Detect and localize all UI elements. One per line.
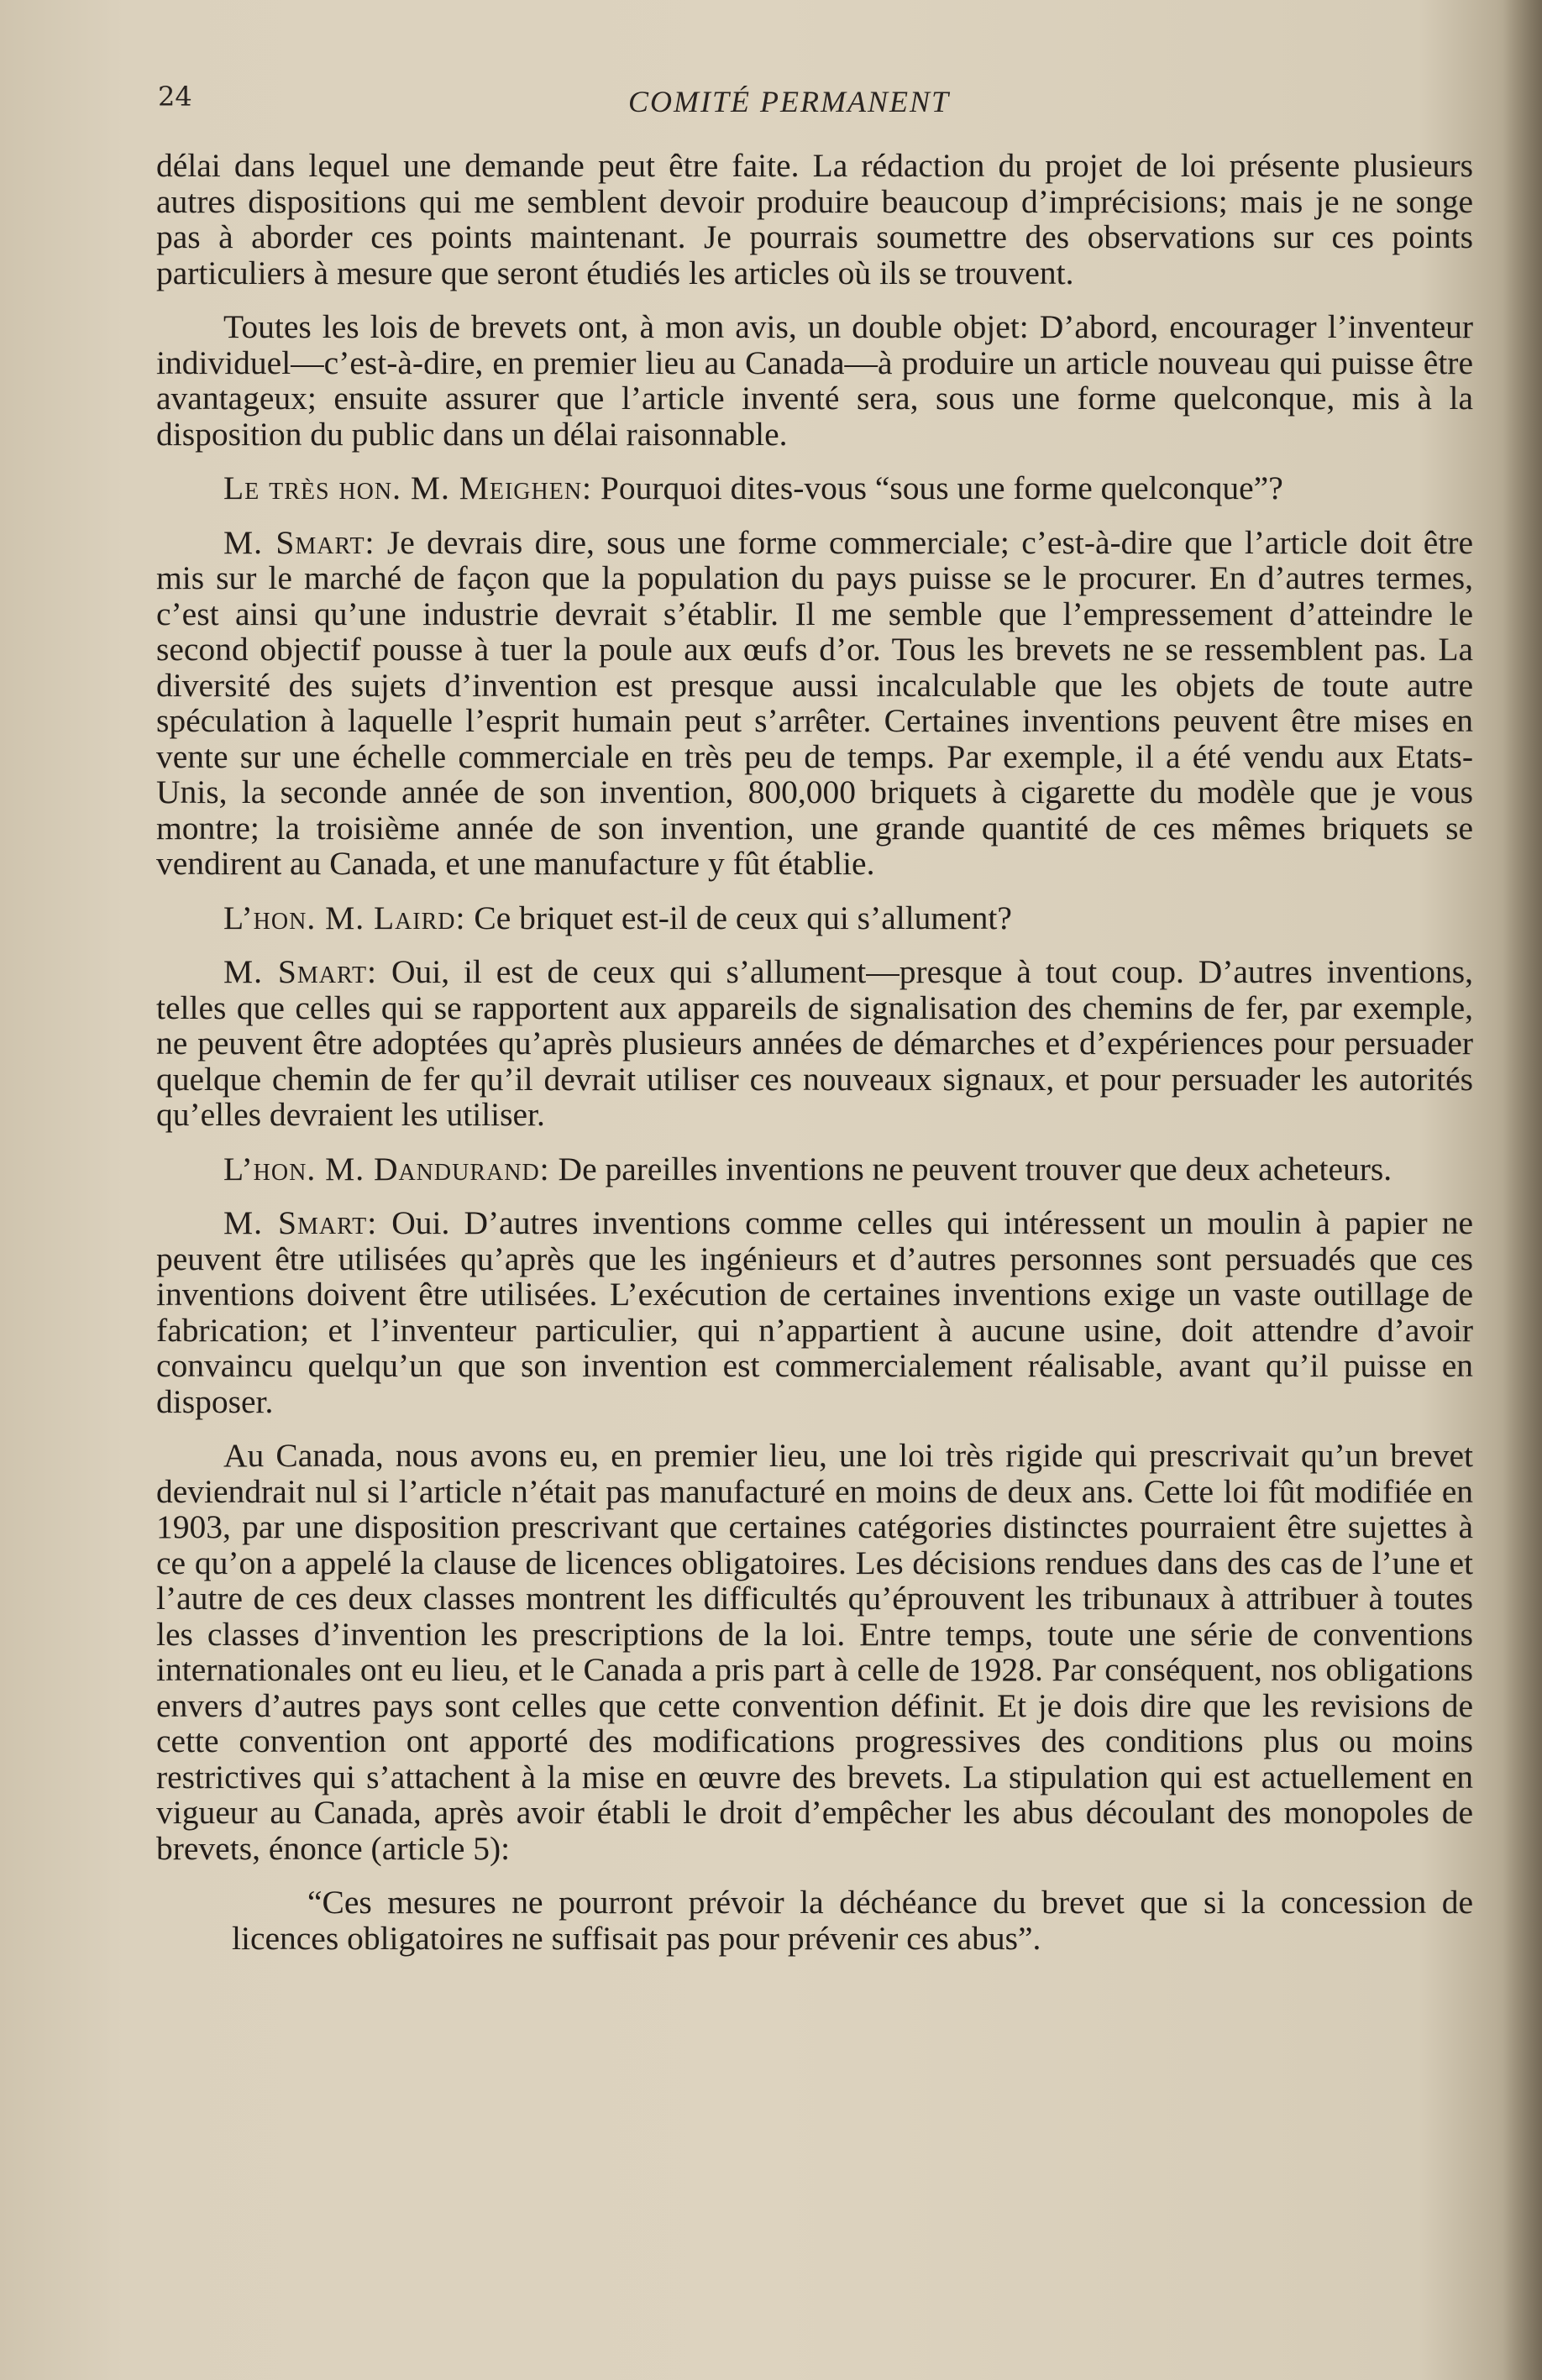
paragraph-5 <box>156 900 1473 936</box>
paragraph-7 <box>156 1151 1473 1187</box>
quote-text: “Ces mesures ne pourront prévoir la déchéance du brevet que si la concession de licences obligatoires ne suffisait pas pour prévenir ces abus”. <box>232 1884 1473 1957</box>
paragraph-8 <box>156 1205 1473 1419</box>
paragraph-5-text: Ce briquet est-il de ceux qui s’allument? <box>474 899 1012 936</box>
speaker-smart-3: M. Smart: <box>223 1204 378 1241</box>
paragraph-7-text: De pareilles inventions ne peuvent trouver que deux acheteurs. <box>558 1150 1393 1187</box>
running-title: COMITÉ PERMANENT <box>628 85 950 118</box>
binding-shadow <box>1503 0 1542 2380</box>
block-quote <box>156 1885 1473 1956</box>
speaker-dandurand: L’hon. M. Dandurand: <box>223 1150 550 1187</box>
speaker-meighen: Le très hon. M. Meighen: <box>223 469 593 506</box>
page-number: 24 <box>158 81 192 113</box>
paragraph-4 <box>156 525 1473 882</box>
page-header <box>158 81 1468 131</box>
speaker-smart-1: M. Smart: <box>223 523 375 561</box>
paragraph-4-text: Je devrais dire, sous une forme commerciale; c’est-à-dire que l’article doit être mis sur le marché de façon que la population du pays puisse se le procurer. En d’autres termes, c’est ainsi qu’une industrie devrait s’établir. Il me semble que l’empressement d’atteindre le second objectif pousse à tuer la poule aux œufs d’or. Tous les brevets ne se ressemblent pas. La diversité des sujets d’invention est presque aussi incalculable que les objets de toute autre spéculation à laquelle l’esprit humain peut s’arrêter. Certaines inventions peuvent être mises en vente sur une échelle commerciale en très peu de temps. Par exemple, il a été vendu aux Etats-Unis, la seconde année de son invention, 800,000 briquets à cigarette du modèle que je vous montre; la troisième année de son invention, une grande quantité de ces mêmes briquets se vendirent au Canada, et une manufacture y fût établie. <box>156 523 1474 882</box>
paragraph-9: Au Canada, nous avons eu, en premier lieu, une loi très rigide qui prescrivait qu’un brevet deviendrait nul si l’article n’était pas manufacturé en moins de deux ans. Cette loi fût modifiée en 1903, par une disposition prescrivant que certaines catégories distinctes pourraient être sujettes à ce qu’on a appelé la clause de licences obligatoires. Les décisions rendues dans des cas de l’une et l’autre de ces deux classes montrent les difficultés qu’éprouvent les tribunaux à attribuer à toutes les classes d’invention les prescriptions de la loi. Entre temps, toute une série de conventions internationales ont eu lieu, et le Canada a pris part à celle de 1928. Par conséquent, nos obligations envers d’autres pays sont celles que cette convention définit. Et je dois dire que les revisions de cette convention ont apporté des modifications progressives des conditions plus ou moins restrictives qui s’attachent à la mise en œuvre des brevets. La stipulation qui est actuellement en vigueur au Canada, après avoir établi le droit d’empêcher les abus découlant des monopoles de brevets, énonce (article 5): <box>156 1437 1473 1867</box>
body-text <box>156 148 1473 1956</box>
paragraph-2: Toutes les lois de brevets ont, à mon avis, un double objet: D’abord, encourager l’inventeur individuel—c’est-à-dire, en premier lieu au Canada—à produire un article nouveau qui puisse être avantageux; ensuite assurer que l’article inventé sera, sous une forme quelconque, mis à la disposition du public dans un délai raisonnable. <box>156 308 1473 453</box>
speaker-laird: L’hon. M. Laird: <box>223 899 466 936</box>
paragraph-6 <box>156 954 1473 1133</box>
paragraph-3 <box>156 470 1473 506</box>
paragraph-3-text: Pourquoi dites-vous “sous une forme quelconque”? <box>600 469 1283 506</box>
paragraph-8-text: Oui. D’autres inventions comme celles qui intéressent un moulin à papier ne peuvent être utilisées qu’après que les ingénieurs et d’autres personnes sont persuadés que ces inventions doivent être utilisées. L’exécution de certaines inventions exige un vaste outillage de fabrication; et l’inventeur particulier, qui n’appartient à aucune usine, doit attendre d’avoir convaincu quelqu’un que son invention est commercialement réalisable, avant qu’il puisse en disposer. <box>156 1204 1474 1420</box>
speaker-smart-2: M. Smart: <box>223 953 378 990</box>
paragraph-1: délai dans lequel une demande peut être faite. La rédaction du projet de loi présente plusieurs autres dispositions qui me semblent devoir produire beaucoup d’imprécisions; mais je ne songe pas à aborder ces points maintenant. Je pourrais soumettre des observations sur ces points particuliers à mesure que seront étudiés les articles où ils se trouvent. <box>156 147 1473 291</box>
paragraph-6-text: Oui, il est de ceux qui s’allument—presque à tout coup. D’autres inventions, telles que celles qui se rapportent aux appareils de signalisation des chemins de fer, par exemple, ne peuvent être adoptées qu’après plusieurs années de démarches et d’expériences pour persuader quelque chemin de fer qu’il devrait utiliser ces nouveaux signaux, et pour persuader les autorités qu’elles devraient les utiliser. <box>156 953 1474 1133</box>
